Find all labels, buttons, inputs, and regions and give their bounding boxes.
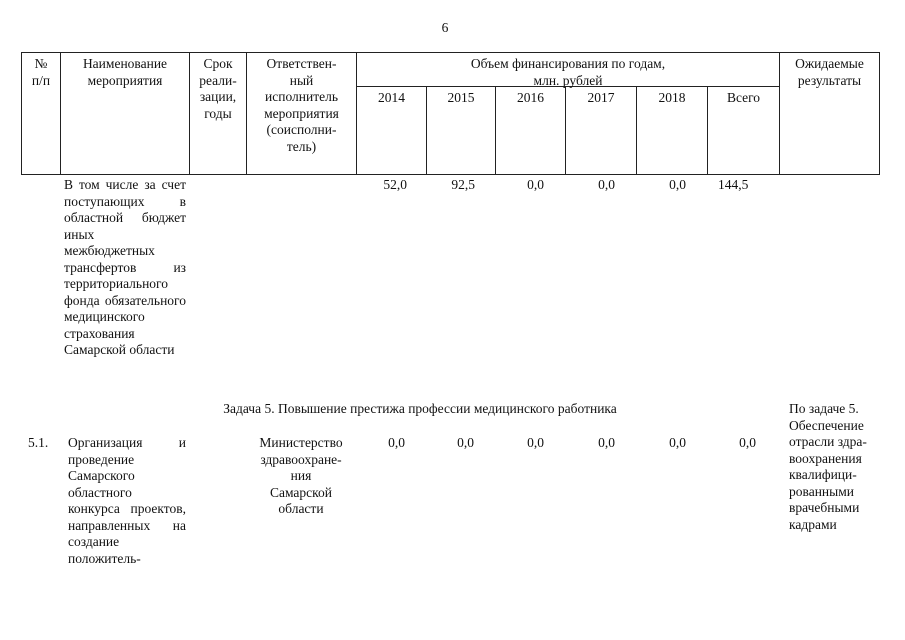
row-5-1-responsible: Министерство здравоохране- ния Самарской области [259,435,343,516]
row-5-1-2017: 0,0 [598,435,615,450]
header-year-2015: 2015 [447,90,475,105]
header-term: Срок реали- зации, годы [199,56,237,121]
row-5-1-2016: 0,0 [527,435,544,450]
row-5-1-number: 5.1. [28,435,49,450]
task-5-result: По задаче 5. Обеспечение отрасли здра- воохранения квалифици- рованными врачебными кадрами [789,401,867,532]
header-results: Ожидаемые результаты [795,56,864,88]
header-year-2014: 2014 [378,90,405,105]
row-incl-2017: 0,0 [598,177,615,192]
header-responsible: Ответствен- ный исполнитель мероприятия (соисполни- тель) [264,56,339,154]
header-financing: Объем финансирования по годам, млн. рублей [470,56,666,88]
row-incl-2016: 0,0 [527,177,544,192]
row-incl-total: 144,5 [718,177,749,192]
row-5-1-2014: 0,0 [388,435,405,450]
task-5-title: Задача 5. Повышение престижа профессии медицинского работника [223,401,617,416]
row-incl-name: В том числе за счет поступающих в областной бюджет иных межбюджетных трансфертов из территориального фонда обязательного медицинского страхования Самарской области [64,177,186,357]
header-year-2016: 2016 [517,90,544,105]
row-5-1-2015: 0,0 [457,435,474,450]
header-total: Всего [726,90,761,105]
row-5-1-2018: 0,0 [669,435,686,450]
header-number: № п/п [31,56,51,88]
row-5-1-total: 0,0 [739,435,756,450]
row-incl-2014: 52,0 [383,177,407,192]
header-name: Наименование мероприятия [82,56,168,88]
row-5-1-name: Организация и проведение Самарского областного конкурса проектов, направленных на создание положитель- [68,435,186,566]
row-incl-2018: 0,0 [669,177,686,192]
row-incl-2015: 92,5 [451,177,475,192]
header-year-2017: 2017 [587,90,615,105]
page-number: 6 [441,20,449,35]
header-year-2018: 2018 [658,90,686,105]
